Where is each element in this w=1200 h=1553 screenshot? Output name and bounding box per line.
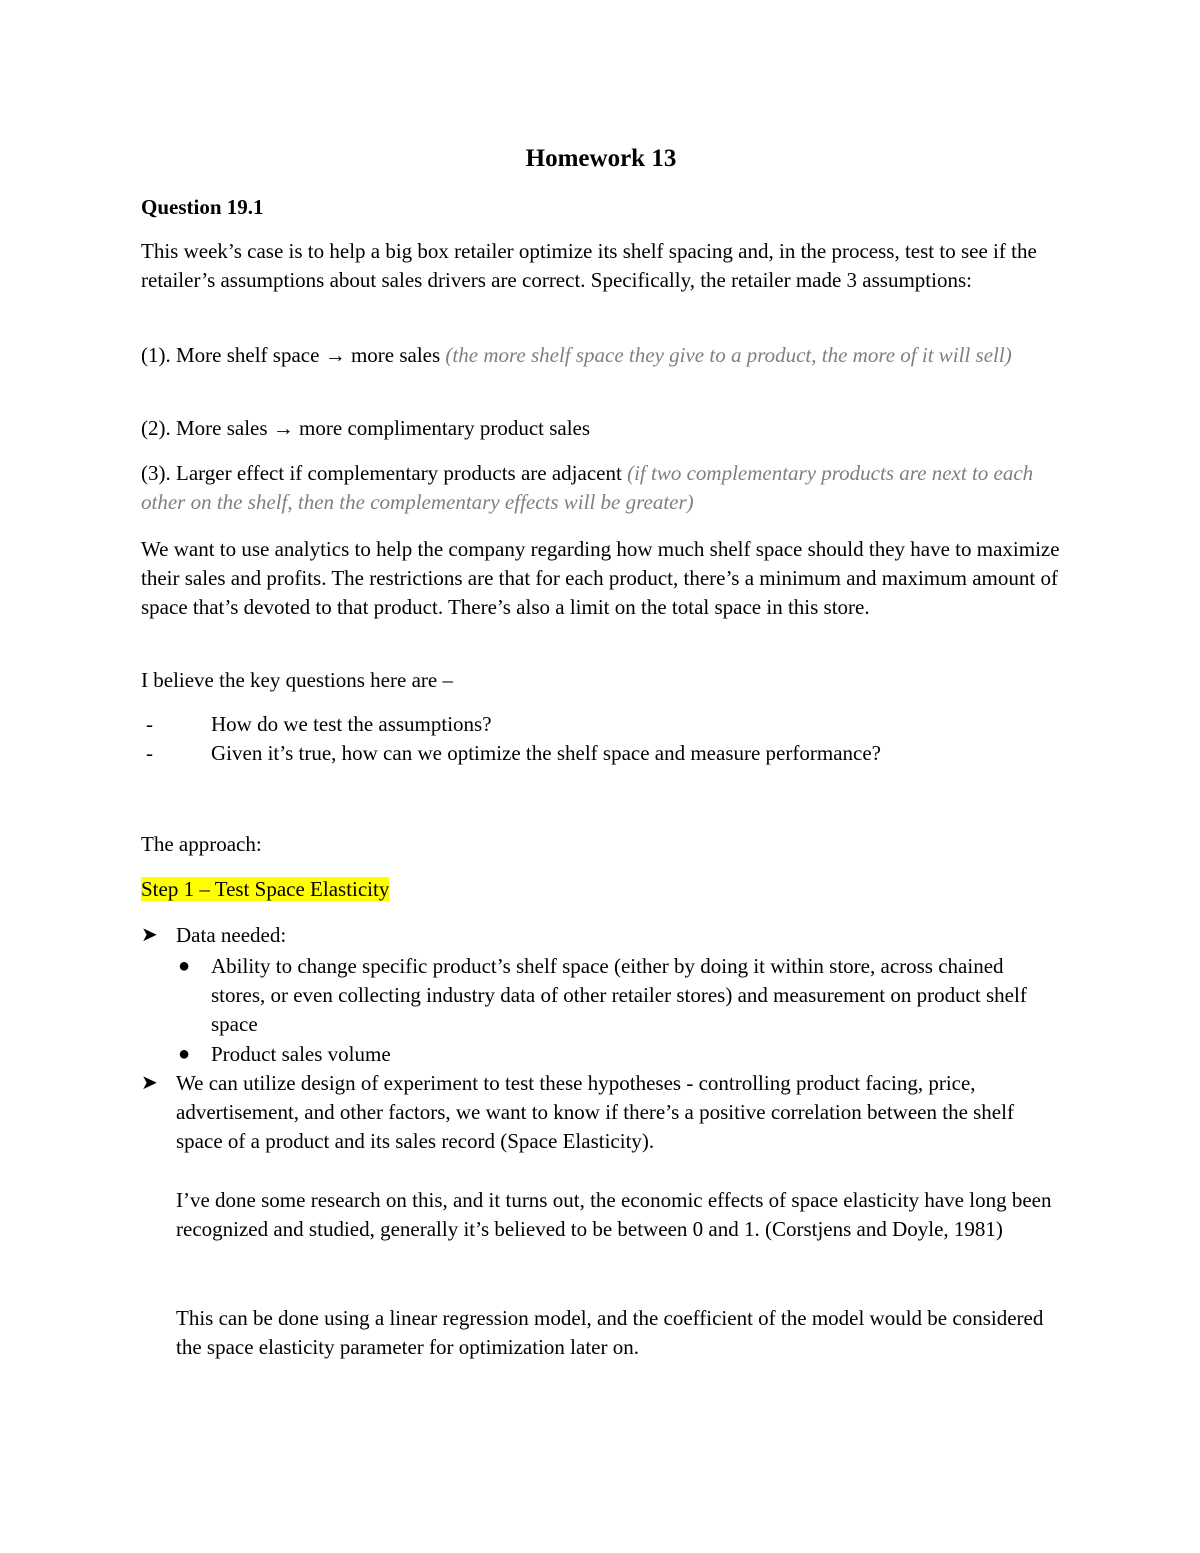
regression-paragraph: This can be done using a linear regression model, and the coefficient of the model would be considered the space elasticity parameter for optimization later on. bbox=[176, 1306, 1044, 1359]
round-bullet-icon: ● bbox=[178, 1043, 191, 1065]
right-arrow-icon: → bbox=[272, 416, 294, 440]
step-1-highlight: Step 1 – Test Space Elasticity bbox=[141, 877, 390, 901]
doe-paragraph: We can utilize design of experiment to test these hypotheses - controlling product facing, price, advertisement, and other factors, we want to know if there’s a positive correlation between the shelf space of a product and its sales record (Space Elasticity). bbox=[176, 1071, 1014, 1153]
round-bullet-icon: ● bbox=[178, 955, 191, 977]
approach-label: The approach: bbox=[141, 832, 262, 856]
assumption-2-result: more complimentary product sales bbox=[293, 416, 591, 440]
assumption-3-text: (3). Larger effect if complementary products are adjacent bbox=[141, 461, 628, 485]
data-needed-label: Data needed: bbox=[176, 923, 287, 947]
assumption-1-note: (the more shelf space they give to a product, the more of it will sell) bbox=[445, 343, 1012, 367]
dash-bullet-icon: - bbox=[146, 741, 153, 765]
list-item-text: Product sales volume bbox=[211, 1042, 391, 1066]
assumption-3-note: (if two complementary products are next to each other on the shelf, then the complementary effects will be greater) bbox=[141, 461, 1034, 514]
dash-bullet-icon: - bbox=[146, 712, 153, 736]
intro-paragraph: This week’s case is to help a big box retailer optimize its shelf spacing and, in the process, test to see if the retailer’s assumptions about sales drivers are correct. Specifically, the retailer made 3 assumptions: bbox=[141, 239, 1037, 292]
assumption-1-result: more sales bbox=[345, 343, 446, 367]
document-title: Homework 13 bbox=[525, 145, 677, 172]
assumption-1-text: (1). More shelf space bbox=[141, 343, 325, 367]
right-arrow-icon: → bbox=[324, 343, 346, 367]
list-item-text: Given it’s true, how can we optimize the shelf space and measure performance? bbox=[211, 741, 881, 765]
key-questions-intro: I believe the key questions here are – bbox=[141, 668, 453, 692]
arrowhead-bullet-icon: ➤ bbox=[141, 924, 158, 946]
assumption-2 bbox=[141, 414, 1061, 443]
assumption-1 bbox=[141, 341, 1061, 370]
research-paragraph: I’ve done some research on this, and it turns out, the economic effects of space elasticity have long been recognized and studied, generally it’s believed to be between 0 and 1. (Corstjens and Doyle, 1981) bbox=[176, 1188, 1052, 1241]
arrowhead-bullet-icon: ➤ bbox=[141, 1072, 158, 1094]
list-item-text: Ability to change specific product’s shelf space (either by doing it within store, across chained stores, or even collecting industry data of other retailer stores) and measurement on product shelf space bbox=[211, 954, 1027, 1036]
step-1-heading bbox=[141, 875, 1061, 904]
goal-paragraph: We want to use analytics to help the company regarding how much shelf space should they have to maximize their sales and profits. The restrictions are that for each product, there’s a minimum and maximum amount of space that’s devoted to that product. There’s also a limit on the total space in this store. bbox=[141, 537, 1060, 619]
assumption-2-text: (2). More sales bbox=[141, 416, 273, 440]
question-heading: Question 19.1 bbox=[141, 195, 264, 219]
assumption-3 bbox=[141, 459, 1061, 517]
list-item-text: How do we test the assumptions? bbox=[211, 712, 492, 736]
